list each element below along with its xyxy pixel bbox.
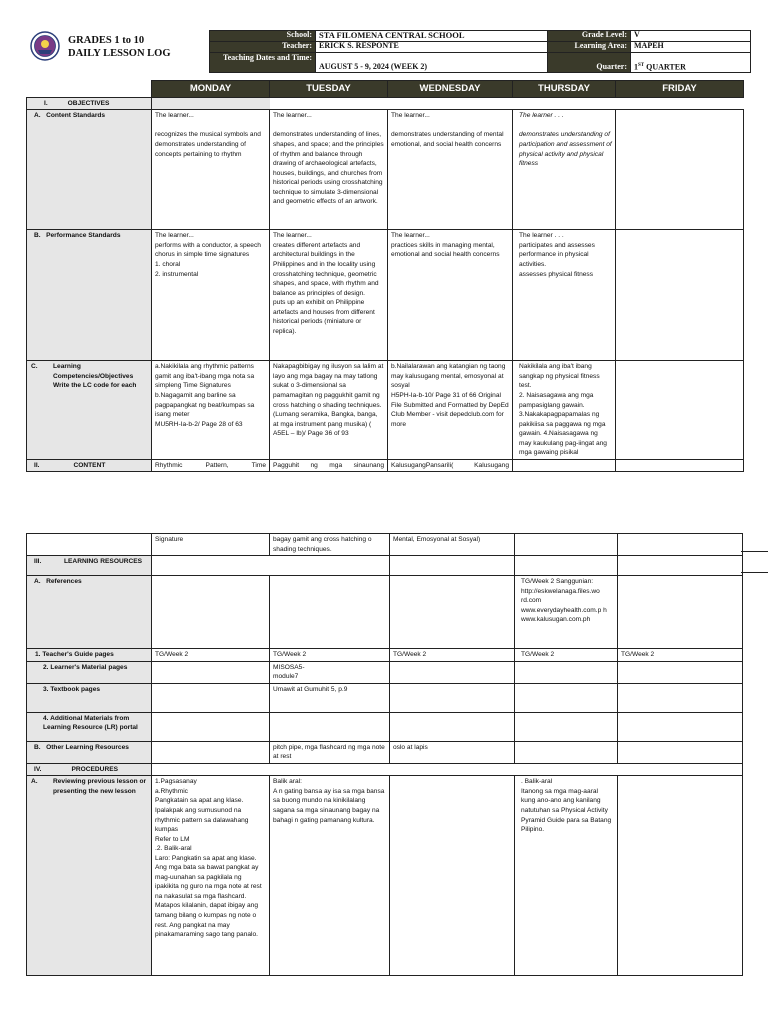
- performance-standards-wednesday: The learner... practices skills in managing mental, emotional and social health concerns: [388, 230, 513, 361]
- competencies-wednesday: b.Nailalarawan ang katangian ng taong may kalusugang mental, emosyonal at sosyal H5PH-Ia-b-10/ Page 31 of 66 Original File Submitted and Formatted by DepEd Club Member - visit depedclub.com for more: [388, 361, 513, 459]
- teachers-guide-wednesday: TG/Week 2: [390, 649, 515, 662]
- competencies-tuesday: Nakapagbibigay ng ilusyon sa lalim at layo ang mga bagay na may tatlong sukat o 3-dimensional sa pamamagitan ng paggukhit gamit ng cross hatching o shading techniques. (Lumang seramika, Bangka, banga, at mga instrument pang musika) ( A5EL – Ib)/ Page 36 of 93: [270, 361, 388, 459]
- content-wednesday: KalusugangPansarili( Kalusugang: [388, 459, 513, 472]
- review-thursday: . Balik-aral Itanong sa mga mag-aaral kung ano-ano ang kanilang natutuhan sa Physical Activity Pyramid Guide para sa Batang Pilipino.: [515, 776, 618, 976]
- content-cont-wednesday: Mental, Emosyonal at Sosyal): [390, 534, 515, 556]
- performance-standards-monday: The learner... performs with a conductor, a speech chorus in simple time signatures 1. choral 2. instrumental: [152, 230, 270, 361]
- competencies-friday: [616, 361, 744, 459]
- content-standards-tuesday: The learner... demonstrates understanding of lines, shapes, and space; and the principles of rhythm and balance through drawing of archaeological artefacts, houses, buildings, and churches from historical periods using crosshatching technique to simulate 3-dimensional and geometric effects of an artwork.: [270, 110, 388, 230]
- additional-materials-label: 4. Additional Materials from Learning Resource (LR) portal: [27, 712, 152, 741]
- other-resources-label: B. Other Learning Resources: [27, 741, 152, 763]
- teachers-guide-friday: TG/Week 2: [618, 649, 743, 662]
- performance-standards-thursday: The learner . . . participates and assesses performance in physical activities. assesses physical fitness: [513, 230, 616, 361]
- competencies-thursday: Nakikilala ang iba't ibang sangkap ng physical fitness test. 2. Naisasagawa ang mga pampasiglang gawain. 3.Nakakapagpapamalas ng pakikiisa sa paggawa ng mga gawain. 4.Naisasagawa ng may kaukulang pag-iingat ang mga gawaing pisikal: [513, 361, 616, 459]
- competencies-label: C. Learning Competencies/Objectives Write the LC code for each: [27, 361, 152, 459]
- references-thursday: TG/Week 2 Sanggunian: http://eskwelanaga.files.wo rd.com www.everydayhealth.com.p h www.kalusugan.com.ph: [515, 576, 618, 649]
- other-resources-wednesday: oslo at lapis: [390, 741, 515, 763]
- day-header-thursday: THURSDAY: [513, 81, 616, 98]
- content-standards-monday: The learner... recognizes the musical symbols and demonstrates understanding of concepts pertaining to rhythm: [152, 110, 270, 230]
- textbook-pages-tuesday: Umawit at Gumuhit 5, p.9: [270, 683, 390, 712]
- header-info-table: [209, 30, 751, 73]
- day-header-friday: FRIDAY: [616, 81, 744, 98]
- review-monday: 1.Pagsasanay a.Rhythmic Pangkatain sa apat ang klase. Ipalakpak ang sumusunod na rhythmic pattern sa dalawahang kumpas Refer to LM .2. Balik-aral Laro: Pangkatin sa apat ang klase. Ang mga bata sa bawat pangkat ay mag-uunahan sa pagkilala ng ipakikita ng guro na mga note at rest na nakasulat sa mga flashcard. Matapos kilalanin, dapat ibigay ang tamang bilang o kumpas ng note o rest. Ang pangkat na may pinakamaraming sago tang panalo.: [152, 776, 270, 976]
- content-standards-thursday: The learner . . . demonstrates understanding of participation and assessment of physical activity and physical fitness: [513, 110, 616, 230]
- learning-resources-heading: III. LEARNING RESOURCES: [27, 556, 152, 576]
- content-heading: II. CONTENT: [27, 459, 152, 472]
- content-standards-wednesday: The learner... demonstrates understanding of mental emotional, and social health concerns: [388, 110, 513, 230]
- review-tuesday: Balik aral: A n gating bansa ay isa sa mga bansa sa buong mundo na kinikilalang sagana sa mga sinaunang bagay na bahagi n gating pamanang kultura.: [270, 776, 390, 976]
- teaching-dates-label: Teaching Dates and Time:: [210, 53, 316, 73]
- content-tuesday: Pagguhit ng mga sinaunang: [270, 459, 388, 472]
- performance-standards-friday: [616, 230, 744, 361]
- learners-material-label: 2. Learner's Material pages: [27, 661, 152, 683]
- learners-material-tuesday: MISOSA5- module7: [270, 661, 390, 683]
- objectives-heading: I. OBJECTIVES: [27, 97, 152, 110]
- deped-seal-logo: [30, 31, 60, 61]
- learning-area-label: Learning Area:: [548, 42, 631, 53]
- content-cont-monday: Signature: [152, 534, 270, 556]
- other-resources-tuesday: pitch pipe, mga flashcard ng mga note at rest: [270, 741, 390, 763]
- day-header-monday: MONDAY: [152, 81, 270, 98]
- performance-standards-tuesday: The learner... creates different artefacts and architectural buildings in the Philippines and in the locality using crosshatching technique, geometric shapes, and space, with rhythm and balance as principles of design. puts up an exhibit on Philippine artefacts and houses from different historical periods (miniature or replica).: [270, 230, 388, 361]
- lesson-log-table-page1: [26, 80, 744, 472]
- school-label: School:: [210, 31, 316, 42]
- lesson-log-table-page2: [26, 533, 743, 976]
- school-value: STA FILOMENA CENTRAL SCHOOL: [316, 31, 548, 42]
- day-header-wednesday: WEDNESDAY: [388, 81, 513, 98]
- grade-level-value: V: [631, 31, 751, 42]
- procedures-heading: IV. PROCEDURES: [27, 763, 152, 776]
- review-friday: [618, 776, 743, 976]
- teachers-guide-monday: TG/Week 2: [152, 649, 270, 662]
- teachers-guide-tuesday: TG/Week 2: [270, 649, 390, 662]
- content-monday: Rhythmic Pattern, Time: [152, 459, 270, 472]
- performance-standards-label: B. Performance Standards: [27, 230, 152, 361]
- quarter-value: 1ST QUARTER: [631, 53, 751, 73]
- competencies-monday: a.Nakikilala ang rhythmic patterns gamit ang iba't-ibang mga nota sa simpleng Time Signatures b.Nagagamit ang barline sa pagpapangkat ng beat/kumpas sa isang meter MU5RH-Ia-b-2/ Page 28 of 63: [152, 361, 270, 459]
- review-label: A. Reviewing previous lesson or presenting the new lesson: [27, 776, 152, 976]
- stray-cell-border: [741, 551, 768, 573]
- teaching-dates-value: AUGUST 5 - 9, 2024 (WEEK 2): [316, 53, 548, 73]
- doc-title-line2: DAILY LESSON LOG: [68, 48, 171, 60]
- teacher-value: ERICK S. RESPONTE: [316, 42, 548, 53]
- textbook-pages-label: 3. Textbook pages: [27, 683, 152, 712]
- grade-level-label: Grade Level:: [548, 31, 631, 42]
- day-header-tuesday: TUESDAY: [270, 81, 388, 98]
- references-label: A. References: [27, 576, 152, 649]
- review-wednesday: [390, 776, 515, 976]
- content-standards-label: A. Content Standards: [27, 110, 152, 230]
- learning-area-value: MAPEH: [631, 42, 751, 53]
- content-cont-tuesday: bagay gamit ang cross hatching o shading techniques.: [270, 534, 390, 556]
- teachers-guide-label: 1. Teacher's Guide pages: [27, 649, 152, 662]
- content-standards-friday: [616, 110, 744, 230]
- teachers-guide-thursday: TG/Week 2: [515, 649, 618, 662]
- doc-title-line1: GRADES 1 to 10: [68, 35, 145, 46]
- teacher-label: Teacher:: [210, 42, 316, 53]
- quarter-label: Quarter:: [548, 53, 631, 73]
